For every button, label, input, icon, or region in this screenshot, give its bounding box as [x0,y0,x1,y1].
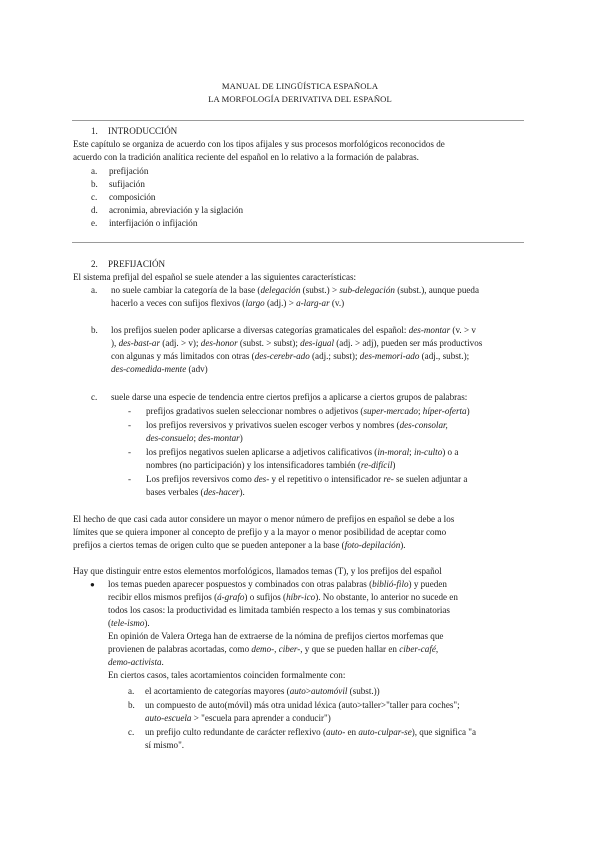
sub-list-item: b. un compuesto de auto(móvil) más otra unidad léxica (auto>taller>"taller para coches"; auto-escuela > "escuela para aprender a conducir") [128,700,460,723]
divider [72,242,524,243]
feature-item-a: a. no suele cambiar la categoría de la base (delegación (subst.) > sub-delegación (subst.), aunque pueda hacerlo a veces con sufijos flexivos (largo (adj.) > a-larg-ar (v.) [91,285,480,308]
sub-list-item: c. un prefijo culto redundante de carácter reflexivo (auto- en auto-culpar-se), que significa "a sí mismo". [128,727,477,750]
list-item: a. prefijación [91,166,149,176]
section-2-intro: El sistema prefijal del español se suele atender a las siguientes características: [73,272,357,282]
feature-item-b: b. los prefijos suelen poder aplicarse a diversas categorías gramaticales del español: des-montar (v. > v ), des-bast-ar (adj. > v); des-honor (subst. > subst); des-igual (adj. > adj), pueden ser más productivos con algunas y más limitados con otras (des-cerebr-ado (adj.; subst); des-memori-ado (adj., subst.); des-comedida-mente (adv) [91,325,483,374]
sub-list-item: a. el acortamiento de categorías mayores (auto>automóvil (subst.)) [128,686,380,696]
section-2-heading [91,258,165,271]
dash-item: - los prefijos reversivos y privativos suelen escoger verbos y nombres (des-consolar, des-consuelo; des-montar) [128,420,448,443]
list-item: e. interfijación o infijación [91,218,198,228]
dash-item: - prefijos gradativos suelen seleccionar nombres o adjetivos (super-mercado; híper-oferta) [128,406,470,416]
list-item: b. sufijación [91,179,145,189]
section-1-intro: Este capítulo se organiza de acuerdo con los tipos afijales y sus procesos morfológicos reconocidos de acuerdo con la tradición analítica reciente del español en lo relativo a la formación de palabras. [73,139,445,162]
section-title: PREFIJACIÓN [108,259,166,269]
paragraph: El hecho de que casi cada autor considere un mayor o menor número de prefijos en español se debe a los límites que se quiera imponer al concepto de prefijo y a la mayor o menor posibilidad de aceptar como prefijos a ciertos temas de origen culto que se pueden anteponer a la base (foto-depilación). [73,514,455,550]
divider [72,120,524,121]
bullet-icon: ● [90,580,95,589]
paragraph: Hay que distinguir entre estos elementos morfológicos, llamados temas (T), y los prefijos del español [73,566,442,576]
list-item: c. composición [91,192,156,202]
document-subtitle: LA MORFOLOGÍA DERIVATIVA DEL ESPAÑOL [208,94,392,104]
section-1-list [91,165,547,230]
section-number: 2. [91,259,98,269]
feature-item-c: c. suele darse una especie de tendencia entre ciertos prefijos a aplicarse a ciertos grupos de palabras: [91,392,468,402]
section-title: INTRODUCCIÓN [108,126,178,136]
section-1-heading [91,125,177,138]
dash-item: - Los prefijos reversivos como des- y el repetitivo o intensificador re- se suelen adjuntar a bases verbales (des-hacer). [128,474,468,497]
list-item: d. acronimia, abreviación y la siglación [91,205,244,215]
dash-item: - los prefijos negativos suelen aplicarse a adjetivos calificativos (in-moral; in-culto) o a nombres (no participación) y los intensificadores también (re-difícil) [128,447,459,470]
section-number: 1. [91,126,98,136]
bullet-item: ● los temas pueden aparecer pospuestos y combinados con otras palabras (biblió-filo) y pueden recibir ellos mismos prefijos (á-grafo) o sufijos (híbr-ico). No obstante, lo anterior no sucede en todos los casos: la productividad es limitada también respecto a los temas y sus combinatorias (tele-ismo). En opinión de Valera Ortega han de extraerse de la nómina de prefijos ciertos morfemas que provienen de palabras acortadas, como demo-, ciber-, y que se pueden hallar en ciber-café, demo-activista. En ciertos casos, tales acortamientos coinciden formalmente con: [90,579,458,680]
document-title: MANUAL DE LINGÜÍSTICA ESPAÑOLA [221,81,379,91]
